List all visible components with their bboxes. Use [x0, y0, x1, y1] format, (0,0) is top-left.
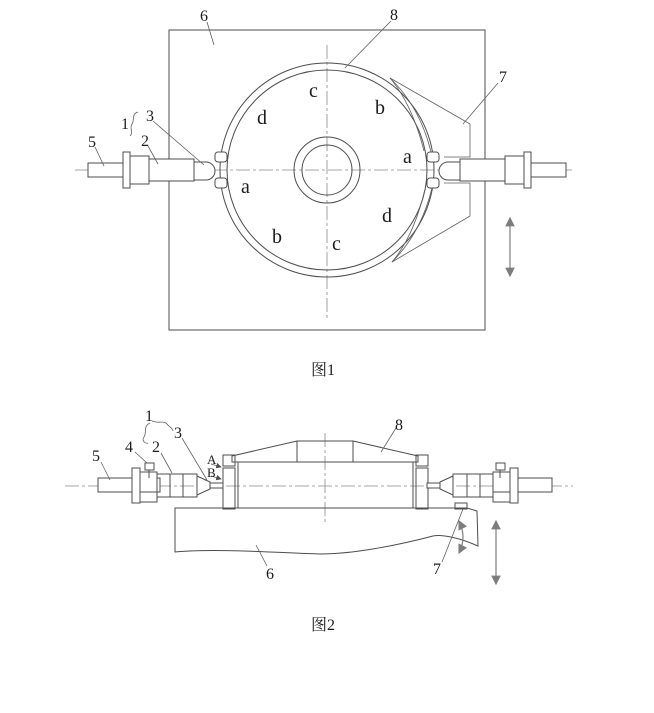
fig2-pivot-arc-arrow: [459, 521, 463, 553]
fig1-zone-d-top: d: [257, 107, 267, 129]
fig2-label-3: 3: [174, 425, 182, 442]
fig1-label-8: 8: [390, 7, 398, 24]
fig1-leader-lines: [95, 21, 498, 166]
fig1-label-7: 7: [499, 69, 507, 86]
figure2-caption: 图2: [310, 617, 336, 634]
fig1-label-3: 3: [146, 108, 154, 125]
fig2-label-7: 7: [433, 561, 441, 578]
fig1-zone-d-bottom: d: [382, 205, 392, 227]
fig1-zone-c-bottom: c: [332, 233, 341, 255]
fig1-zone-c-top: c: [309, 80, 318, 102]
fig1-label-2: 2: [141, 133, 149, 150]
fig2-left-wall: [223, 455, 235, 509]
fig2-label-6: 6: [266, 566, 274, 583]
fig2-left-bolt: [145, 463, 154, 470]
fig2-label-4: 4: [125, 439, 133, 456]
figure2-drawing: [65, 408, 573, 634]
fig1-zone-a-right: a: [403, 146, 412, 168]
fig2-cavity: [238, 462, 413, 508]
fig1-zone-a-left: a: [241, 176, 250, 198]
fig2-label-1: 1: [145, 408, 153, 425]
figure1-caption: 图1: [310, 362, 336, 379]
fig1-zone-b-top: b: [375, 97, 385, 119]
fig2-section-mark-B: B: [207, 465, 216, 480]
fig2-section-mark-A: A: [207, 452, 217, 467]
fig1-left-shaft-assembly: [88, 152, 227, 188]
fig2-label-5: 5: [92, 448, 100, 465]
fig2-group-brace: [152, 421, 173, 431]
fig2-left-shaft-assembly: [98, 463, 223, 503]
fig2-label-2: 2: [152, 439, 160, 456]
fig2-right-wall: [416, 455, 428, 509]
fig1-label-6: 6: [200, 8, 208, 25]
fig1-label-5: 5: [88, 134, 96, 151]
fig1-zone-b-bottom: b: [272, 226, 282, 248]
figure1-drawing: [75, 7, 572, 379]
fig2-label-8: 8: [395, 417, 403, 434]
fig2-right-shaft-assembly: [427, 463, 552, 503]
fig1-group-brace: [130, 112, 138, 136]
fig2-right-bolt: [496, 463, 505, 470]
fig1-label-1: 1: [121, 116, 129, 133]
fig2-base-plate: [175, 508, 478, 554]
